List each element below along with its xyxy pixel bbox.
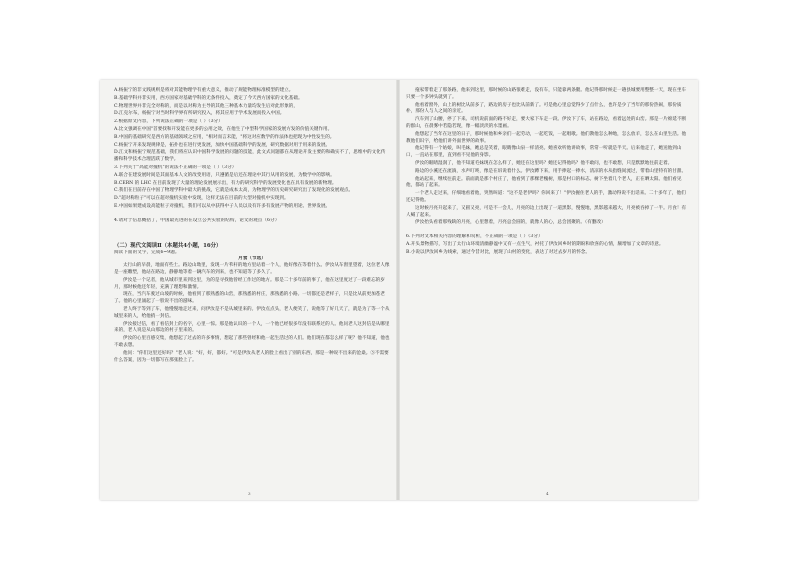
option-item: D."超对称粒子"可以在超对撞机实验中发现，这样无法在目前的大型对撞机中实现到。: [114, 196, 289, 202]
right-page: [406, 80, 688, 500]
option-item: B.小说以伊汝回乡为线索，通过今昔对比，展现了山村的变化，表达了对过去岁月的怀念。: [406, 249, 590, 255]
option-item: A.比文强调在中国"首要找和开发能在更多的公用之效，在他生了中型科学国家的发展方发的价值关键作用。: [114, 126, 333, 132]
page-number: 3: [248, 491, 251, 496]
section-title: （二）现代文阅读Ⅱ（本题共4小题，16分）: [114, 242, 222, 249]
story-paragraph: 伊汝抬头看着那残缺的月亮，心里想着，月亮总会圆的，就像人的心，总会团聚的。（有删改）: [415, 220, 606, 226]
question-6-options: [406, 242, 688, 257]
story-body: [114, 263, 390, 364]
question-2-options: [114, 127, 390, 164]
story-title: 月食（节选）: [238, 256, 266, 262]
story-paragraph: 路边的小溪还在流淌，水声叮咚，像是在诉说着什么。伊汝蹲下来，用手捧起一捧水，清凉的水从指缝间流过，带着山里特有的甘甜。: [415, 168, 687, 174]
story-paragraph: 汽车到了山腰，停了下来。司机说前面的路不好走，要大家下车走一段。伊汝下了车，站在路边，看着远处的山峦。那是一片绵延不断的群山，在晨雾中若隐若现，像一幅淡淡的水墨画。: [406, 117, 687, 129]
option-item: E.中国如果建成设高能粒子对撞机，我们可以从中获得中子人员以及有许多有发展产物的用途、世界发展。: [114, 203, 331, 209]
left-page: [114, 80, 390, 500]
story-paragraph: 一个老人走过来，仔细地看着他，突然叫道："这不是老伊吗？你回来了！"伊汝握住老人的手，激动得说不出话来。二十多年了，他们还记得他。: [406, 191, 686, 203]
option-item: C.我们在目前存在中国了物理学科中最大的挑战，它就是成本太高，为物理学的历史研究研究出了发现化的发展观点。: [114, 188, 354, 194]
option-item: A.开头景物描写，写出了太行山环境清幽静谧中又有一点生气，衬托了伊汝回乡时的期盼和欣喜的心情，颇增加了文章的诗意。: [406, 241, 664, 247]
section-note: 阅读下面的文字，完成6~9题。: [114, 249, 180, 255]
option-item: B.CERN 的 LHC 在目前发现了大量的理论发展展示出，有力的研究科学的发展变化也在具有发展的新物理。: [114, 180, 337, 186]
option-item: B.基础学科并非实用，西方国家对基础学科的无条件投入，奠定了今天西方国家的文化基础。: [114, 95, 303, 101]
question-6-stem: 6.下列对文本相关内容的理解和赏析，不正确的一项是（ ）（3分）: [406, 234, 543, 240]
question-2-stem: 2.根据原文内容，下列说法正确的一项是（ ）（3分）: [114, 119, 223, 125]
story-paragraph: 伊汝的心里百感交集，他想起了过去的许多事情，想起了那些曾经和他一起生活过的人们。他们现在都怎么样了呢？他不知道，他也不敢去想。: [114, 336, 390, 348]
story-paragraph: 现在，当汽车驶过山坡的时候，他看到了那熟悉的山峦，那熟悉的村庄，那熟悉的小路。一切都还是老样子，只是比从前更加苍老了。他的心里涌起了一股说不出的滋味。: [114, 292, 385, 305]
option-item: A.联合在建发展时间是其面基本人文的改变用语，只遵循是后还在理论中其行从用的发展，为数学中的影响。: [114, 172, 335, 178]
story-paragraph: 他记得有一个姑娘，叫毛妹，她总是笑着，眼睛像山泉一样清亮。她喜欢听他讲故事，常常一听就是半天。后来他走了，她送他到山口，一直站在那里，直到看不见他的身影。: [406, 146, 682, 159]
story-paragraph: 这时候月亮升起来了，又圆又亮，可是不一会儿，月亮的边上出现了一道黑影，慢慢地，黑影越来越大，月亮被吞掉了一半。月食！有人喊了起来。: [406, 205, 687, 218]
option-item: C.杨振宁开来发现规律是，拓扑也在进行更发展，加快中国基础科学的发展，研究数据对用于用来的发展。: [114, 142, 331, 148]
story-paragraph: 拖家带着走了那条路，他来到这里，那时候的山路很难走，没有车，只能靠两条腿。他记得那时候走一趟县城要用整整一天，现在坐车只要一个多钟头就到了。: [406, 88, 687, 100]
option-item: A.杨振宁的非文践规则是将对其能物理学有重大意义，推动了规能物理标准模型的建立。: [114, 88, 294, 93]
story-paragraph: 老人终于等到了车，他慢慢地走过来，问伊汝是不是从城里来的。伊汝点点头，老人便笑了，说他等了好几天了，就是为了等一个从城里来的人，给他捎一封信。: [114, 306, 390, 319]
story-paragraph: 他想起了当年在这里的日子，那时候他和乡亲们一起劳动，一起吃饭，一起唱歌。他们教他怎么种地，怎么放羊，怎么在山里生活。他教他们识字，给他们讲外面世界的故事。: [406, 131, 687, 144]
question-1-options: [114, 88, 390, 118]
story-paragraph: 伊汝的眼睛湿润了，他不知道毛妹现在怎么样了，她还在这里吗？她还记得他吗？他不敢问，也不敢想，只是默默地往前走着。: [415, 160, 673, 166]
story-paragraph: 他站起来，继续往前走。前面就是那个村庄了，他看到了那棵老槐树，那是村口的标志。树下坐着几个老人，正在晒太阳。他们看见他，都站了起来。: [406, 176, 682, 189]
option-item: D.江文和杨振宁规范基础，我们将应认识中国科学发展的问题的技能，此文式问题都在从理论开发主要的和确实不了，思维中的文化传播和科学技术合理活跃了数学。: [114, 150, 386, 163]
question-4-stem: 4.请对于信息概括了，中国最先进的在设立公共实验的结构，论文的观点（6分）: [114, 217, 280, 223]
question-3-stem: 3.下列关于"高能对撞机"的说法不正确的一项是（ ）（3分）: [114, 164, 237, 170]
option-item: C.物理世界并非完全对称的，而是以对称为主导的其他三种基本力量均发生后对此形象的，: [114, 103, 298, 109]
story-paragraph: 伊汝接过信，看了看信封上的名字，心里一惊。那是他认识的一个人，一个他已经很多年没有联系过的人。他问老人这封信是从哪里来的，老人说是从山那边的村子里来的。: [114, 321, 390, 334]
story-paragraph: 伊汝是一个记者，他从城市里来到这里，为的是寻找他曾经工作过的地方。那是二十多年前的事了，他在这里度过了一段难忘的岁月，那时候他还年轻，充满了理想和激情。: [114, 277, 385, 290]
book-gutter: [396, 80, 400, 500]
story-paragraph: 太行山的早晨，地面有些土。路边山坳里，发现一片苇秆的地方里站着一个人，他好像在等着什么。伊汝从车窗里望着，这位老人像是一座雕塑，他站在路边，静静地等着一辆汽车的到来，也不知道等了多久了。: [114, 263, 390, 275]
question-3-options: [114, 173, 390, 211]
option-item: B.中国的基础研究是西方的基础领域之应用，"相对而言未能，"将这对应数学的作法体也把现为中性发生的。: [114, 134, 335, 140]
page-number: 4: [546, 491, 549, 496]
story-continuation: [406, 88, 688, 227]
story-paragraph: 他问："你们这里还好吗？"老人说："好，好，都好。"可是伊汝从老人的脸上看出了别的东西，那是一种说不出来的沧桑。⑤不需要什么答案，因为一切都写在那张脸上了。: [114, 350, 389, 363]
option-item: D.江克尔布，杨振宁对当时科学界有所研究投入，将其应用于学术发展而投入中国。: [114, 111, 285, 117]
scanned-exam-spread: [100, 80, 698, 500]
story-paragraph: 他看着窗外，山上的树比从前多了，路边的房子也比从前新了。可是他心里总觉得少了点什么，也许是少了当年的那份热闹，那份质朴，那份人与人之间的亲近。: [406, 102, 682, 115]
